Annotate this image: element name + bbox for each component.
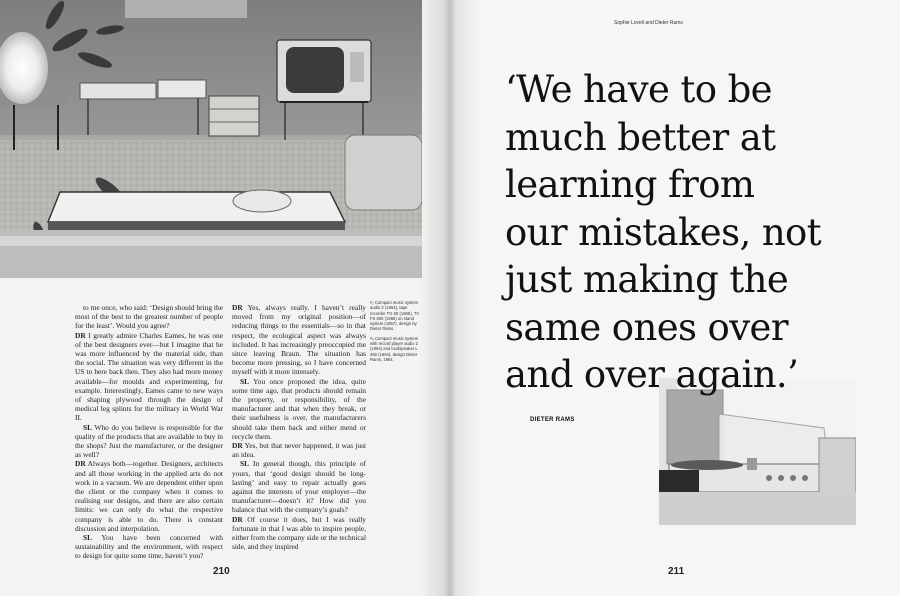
record-player-photo <box>659 378 856 525</box>
quote-line: same ones over <box>505 305 788 349</box>
paragraph: SL In general though, this principle of yours, that ‘good design should be long-lasting’ and easy to repair actually goes against the interests of your employer—the manufacturer—doesn’t it? How did you balance that with the company’s goals? <box>232 459 366 515</box>
image-caption: ¹⁄₂ Compact music system audio 2 (1964), tape recorder TG 60 (1965), TV FS 600 (1958) on stand system (1957), design by Dieter Rams. <box>370 300 420 332</box>
quote-attribution: DIETER RAMS <box>530 417 575 423</box>
pull-quote <box>505 66 845 399</box>
quote-line: learning from <box>505 163 755 206</box>
text-column-2 <box>232 303 366 551</box>
paragraph: SL You have been concerned with sustainability and the environment, with respect to design for quite some time, haven’t you? <box>75 533 223 561</box>
caption-column <box>370 300 420 366</box>
quote-line: and over again.’ <box>505 353 799 396</box>
paragraph: DR Always both—together. Designers, architects and all those working in the applied arts do not work in a vacuum. We are dependent either upon the client or the company when it comes to realising our designs, and there are also certain limits: we can only do what the respective company is able to do. There is constant discussion and interpolation. <box>75 459 223 533</box>
quote-line: just making the <box>505 258 789 301</box>
running-head: Sophie Lovell and Dieter Rams <box>614 20 683 26</box>
quote-line: our mistakes, not <box>505 210 821 254</box>
living-room-illustration <box>0 0 422 278</box>
paragraph: to me once, who said: ‘Design should bring the most of the best to the greatest number of people for the least’. Would you agree? <box>75 303 223 331</box>
paragraph: SL Who do you believe is responsible for the quality of the products that are available to buy in the shops? Just the manufacturer, or the designer as well? <box>75 422 223 460</box>
paragraph: DR Yes, but that never happened, it was just an idea. <box>232 441 367 460</box>
quote-line: much better at <box>505 115 776 159</box>
living-room-photo <box>0 0 422 278</box>
paragraph: DR Of course it does, but I was really fortunate in that I was able to inspire people, either from the company side or the technical side, and they inspired <box>232 514 367 552</box>
text-column-1 <box>75 303 223 561</box>
paragraph: DR I greatly admire Charles Eames, he was one of the best designers ever—but I imagine that he was more influenced by the material side, than the social. The situation was very different in the US to here back then. They also had more money available—for moulds and experimenting, for example. Interestingly, Eames came to new ways of shaping plywood through the design of medical leg splints for the military in World War II. <box>75 330 223 423</box>
image-caption: ³⁄₄ Compact music system with record player audio 2 (1964) and loudspeaker L 450 (1964), design Dieter Rams, 1964. <box>370 335 419 362</box>
paragraph: SL You once proposed the idea, quite some time ago, that products should remain the property, or responsibility, of the manufacturer and that when they break, or their usefulness is over, the manufacturers should take them back and either mend or recycle them. <box>232 376 366 441</box>
paragraph: DR Yes, always really. I haven’t really moved from my original position—of reducing things to the essentials—so in that respect, the ecological aspect was always included. It has increasingly preoccupied me since leaving Braun. The situation has become more pressing, so I have concerned myself with it more intensely. <box>232 303 366 377</box>
quote-line: ‘We have to be <box>505 68 772 111</box>
page-number: 210 <box>213 566 230 577</box>
page-number: 211 <box>668 566 685 577</box>
spine-shadow <box>420 0 480 596</box>
record-player-illustration <box>659 378 856 525</box>
